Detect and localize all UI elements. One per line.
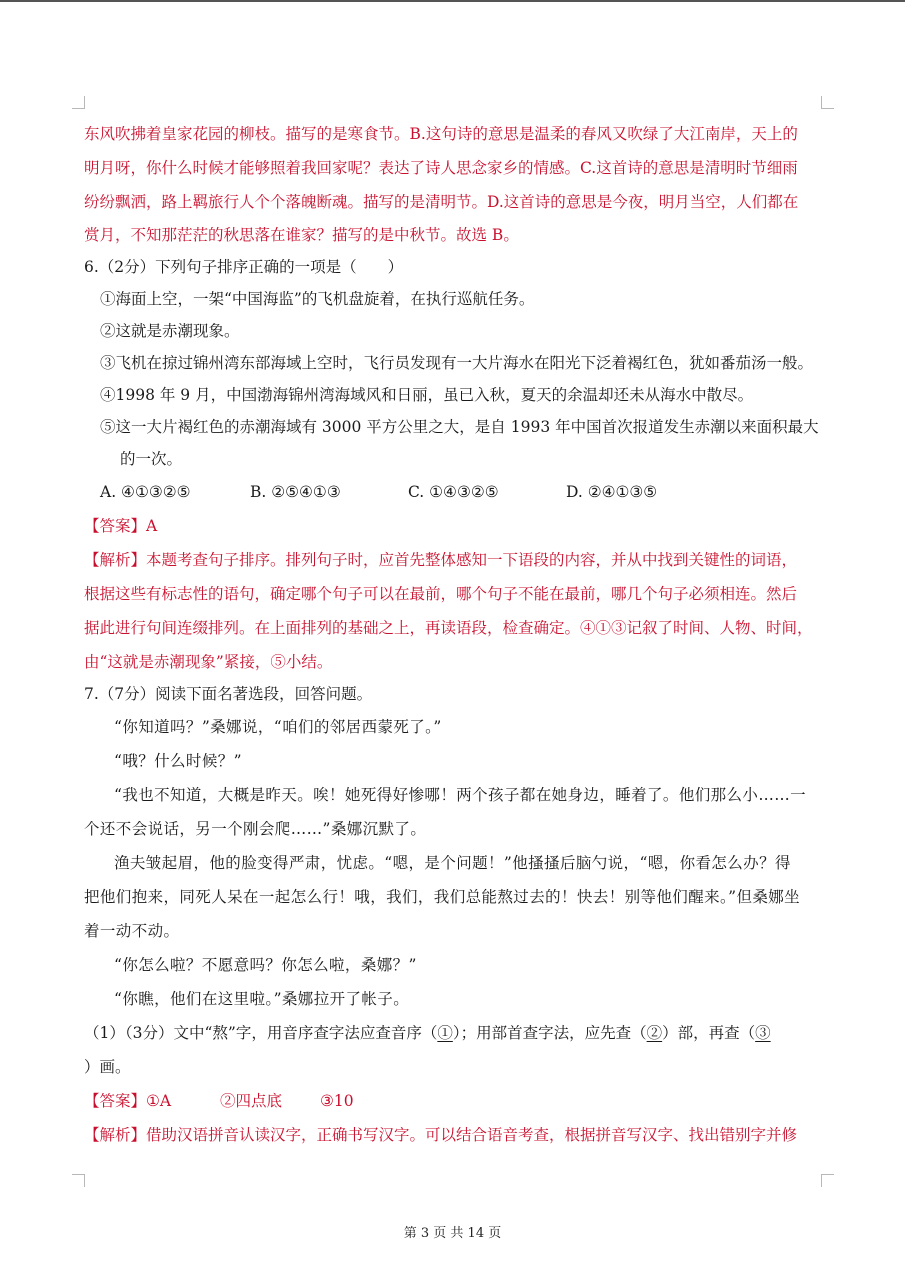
sentence-item: ④1998 年 9 月，中国渤海锦州湾海域风和日丽，虽已入秋，夏天的余温却还未从海水中散尽。 — [100, 386, 754, 404]
option-b: B. ②⑤④①③ — [250, 483, 341, 501]
sub-question-cont: ）画。 — [84, 1058, 131, 1076]
passage-line: “你怎么啦？不愿意吗？你怎么啦，桑娜？” — [114, 956, 417, 974]
analysis-line: 纷纷飘洒，路上羁旅行人个个落魄断魂。描写的是清明节。D.这首诗的意思是今夜，明月当空，人们都在 — [84, 193, 799, 211]
crop-mark-bottom-right — [821, 1174, 834, 1187]
sentence-item-cont: 的一次。 — [120, 450, 183, 468]
page-content — [84, 117, 824, 1152]
answer-item: ③10 — [320, 1092, 354, 1110]
option-c: C. ①④③②⑤ — [408, 483, 499, 501]
blank-1: ① — [437, 1024, 453, 1042]
blank-3: ③ — [755, 1024, 771, 1042]
passage-line: 着一动不动。 — [84, 922, 180, 940]
question-stem: 6.（2分）下列句子排序正确的一项是（ ） — [84, 258, 404, 276]
passage-line: “我也不知道，大概是昨天。唉！她死得好惨哪！两个孩子都在她身边，睡着了。他们那么小……一 — [114, 786, 807, 804]
analysis-line: 【解析】借助汉语拼音认读汉字，正确书写汉字。可以结合语音考查，根据拼音写汉字、找出错别字并修 — [84, 1126, 798, 1144]
sentence-item: ②这就是赤潮现象。 — [100, 322, 240, 340]
answer — [84, 1084, 824, 1118]
question-stem: 7.（7分）阅读下面名著选段，回答问题。 — [84, 685, 373, 703]
passage-line: “哦？什么时候？” — [114, 752, 242, 770]
answer-item: ①A — [146, 1092, 172, 1110]
crop-mark-bottom-left — [72, 1174, 85, 1187]
blank-2: ② — [646, 1024, 663, 1042]
analysis-line: 【解析】本题考查句子排序。排列句子时，应首先整体感知一下语段的内容，并从中找到关键性的词语， — [84, 551, 798, 569]
sub-question-1 — [84, 1016, 824, 1050]
passage-line: “你瞧，他们在这里啦。”桑娜拉开了帐子。 — [114, 990, 410, 1008]
question-7 — [84, 679, 824, 1152]
analysis-line: 明月呀，你什么时候才能够照着我回家呢？表达了诗人思念家乡的情感。C.这首诗的意思是清明时节细雨 — [84, 159, 798, 177]
sentence-item: ③飞机在掠过锦州湾东部海域上空时，飞行员发现有一大片海水在阳光下泛着褐红色，犹如番茄汤一般。 — [100, 354, 814, 372]
answer: 【答案】A — [84, 517, 158, 535]
analysis-line: 由“这就是赤潮现象”紧接，⑤小结。 — [84, 653, 333, 671]
answer-label: 【答案】 — [84, 1092, 147, 1110]
sub-question-text: ）；用部首查字法，应先查（ — [452, 1024, 647, 1042]
sentence-item: ⑤这一大片褐红色的赤潮海域有 3000 平方公里之大，是自 1993 年中国首次报道发生赤潮以来面积最大 — [100, 418, 819, 436]
analysis-line: 赏月，不知那茫茫的秋思落在谁家？描写的是中秋节。故选 B。 — [84, 226, 519, 244]
options-row — [84, 475, 824, 509]
sub-question-text: （1）（3分）文中“熬”字，用音序查字法应查音序（ — [84, 1024, 438, 1042]
q5-analysis — [84, 117, 824, 251]
option-a: A. ④①③②⑤ — [100, 483, 191, 501]
analysis-line: 根据这些有标志性的语句，确定哪个句子可以在最前，哪个句子不能在最前，哪几个句子必须相连。然后 — [84, 585, 798, 603]
sub-question-text: ）部，再查（ — [662, 1024, 756, 1042]
passage-line: 渔夫皱起眉，他的脸变得严肃，忧虑。“嗯，是个问题！”他搔搔后脑勺说，“嗯，你看怎么办？得 — [114, 854, 791, 872]
analysis-line: 东风吹拂着皇家花园的柳枝。描写的是寒食节。B.这句诗的意思是温柔的春风又吹绿了大江南岸，天上的 — [84, 125, 798, 143]
option-d: D. ②④①③⑤ — [566, 483, 658, 501]
top-border — [0, 0, 905, 2]
question-6 — [84, 251, 824, 679]
passage-line: 个还不会说话，另一个刚会爬……”桑娜沉默了。 — [84, 820, 427, 838]
page-footer: 第 3 页 共 14 页 — [403, 1226, 502, 1241]
crop-mark-top-left — [72, 96, 85, 109]
analysis-line: 据此进行句间连缀排列。在上面排列的基础之上，再读语段，检查确定。④①③记叙了时间、人物、时间， — [84, 619, 813, 637]
passage-line: “你知道吗？”桑娜说，“咱们的邻居西蒙死了。” — [114, 718, 442, 736]
answer-item: ②四点底 — [220, 1092, 283, 1110]
passage-line: 把他们抱来，同死人呆在一起怎么行！哦，我们，我们总能熬过去的！快去！别等他们醒来。”但桑娜坐 — [84, 888, 801, 906]
sentence-item: ①海面上空，一架“中国海监”的飞机盘旋着，在执行巡航任务。 — [100, 290, 535, 308]
crop-mark-top-right — [821, 96, 834, 109]
